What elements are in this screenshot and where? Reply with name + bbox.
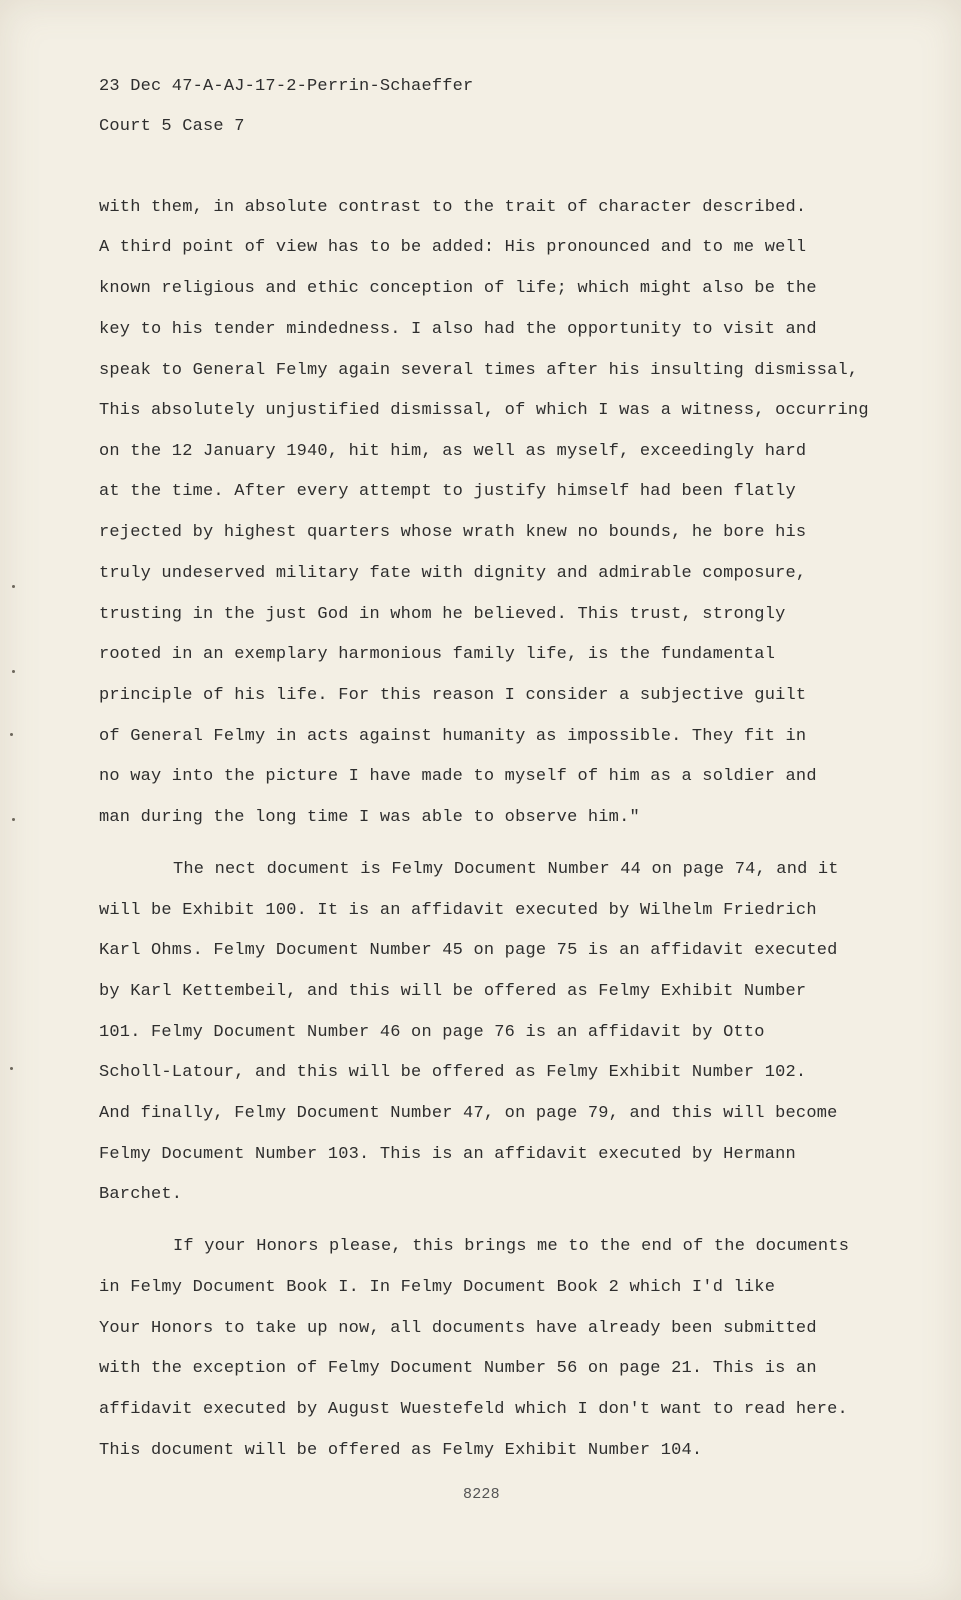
text-line: Karl Ohms. Felmy Document Number 45 on page 75 is an affidavit executed: [99, 941, 838, 960]
text-line: If your Honors please, this brings me to the end of the documents: [173, 1237, 850, 1256]
text-line: in Felmy Document Book I. In Felmy Document Book 2 which I'd like: [99, 1278, 776, 1297]
document-reference: 23 Dec 47-A-AJ-17-2-Perrin-Schaeffer: [99, 77, 474, 96]
text-line: truly undeserved military fate with dignity and admirable composure,: [99, 564, 807, 583]
margin-speck: [12, 670, 15, 673]
text-line: no way into the picture I have made to myself of him as a soldier and: [99, 767, 817, 786]
text-line: on the 12 January 1940, hit him, as well as myself, exceedingly hard: [99, 442, 807, 461]
text-line: A third point of view has to be added: His pronounced and to me well: [99, 238, 807, 257]
margin-speck: [10, 733, 13, 736]
text-line: principle of his life. For this reason I consider a subjective guilt: [99, 686, 807, 705]
text-line: 101. Felmy Document Number 46 on page 76 is an affidavit by Otto: [99, 1023, 765, 1042]
text-line: This absolutely unjustified dismissal, of which I was a witness, occurring: [99, 401, 869, 420]
court-case-label: Court 5 Case 7: [99, 117, 245, 136]
text-line: This document will be offered as Felmy Exhibit Number 104.: [99, 1441, 703, 1460]
text-line: key to his tender mindedness. I also had the opportunity to visit and: [99, 320, 817, 339]
text-line: Your Honors to take up now, all documents have already been submitted: [99, 1319, 817, 1338]
text-line: The nect document is Felmy Document Number 44 on page 74, and it: [173, 860, 839, 879]
text-line: at the time. After every attempt to justify himself had been flatly: [99, 482, 796, 501]
text-line: rejected by highest quarters whose wrath knew no bounds, he bore his: [99, 523, 807, 542]
margin-speck: [10, 1067, 13, 1070]
text-line: Barchet.: [99, 1185, 183, 1204]
text-line: trusting in the just God in whom he believed. This trust, strongly: [99, 605, 786, 624]
text-line: with them, in absolute contrast to the trait of character described.: [99, 198, 807, 217]
text-line: speak to General Felmy again several times after his insulting dismissal,: [99, 361, 859, 380]
text-line: will be Exhibit 100. It is an affidavit executed by Wilhelm Friedrich: [99, 901, 817, 920]
text-line: rooted in an exemplary harmonious family life, is the fundamental: [99, 645, 776, 664]
margin-speck: [12, 818, 15, 821]
page-number: 8228: [463, 1486, 500, 1503]
text-line: with the exception of Felmy Document Number 56 on page 21. This is an: [99, 1359, 817, 1378]
text-line: affidavit executed by August Wuestefeld which I don't want to read here.: [99, 1400, 848, 1419]
text-line: Scholl-Latour, and this will be offered as Felmy Exhibit Number 102.: [99, 1063, 807, 1082]
text-line: known religious and ethic conception of life; which might also be the: [99, 279, 817, 298]
margin-speck: [12, 585, 15, 588]
text-line: of General Felmy in acts against humanity as impossible. They fit in: [99, 727, 807, 746]
text-line: And finally, Felmy Document Number 47, on page 79, and this will become: [99, 1104, 838, 1123]
text-line: Felmy Document Number 103. This is an affidavit executed by Hermann: [99, 1145, 796, 1164]
text-line: man during the long time I was able to observe him.": [99, 808, 640, 827]
text-line: by Karl Kettembeil, and this will be offered as Felmy Exhibit Number: [99, 982, 807, 1001]
